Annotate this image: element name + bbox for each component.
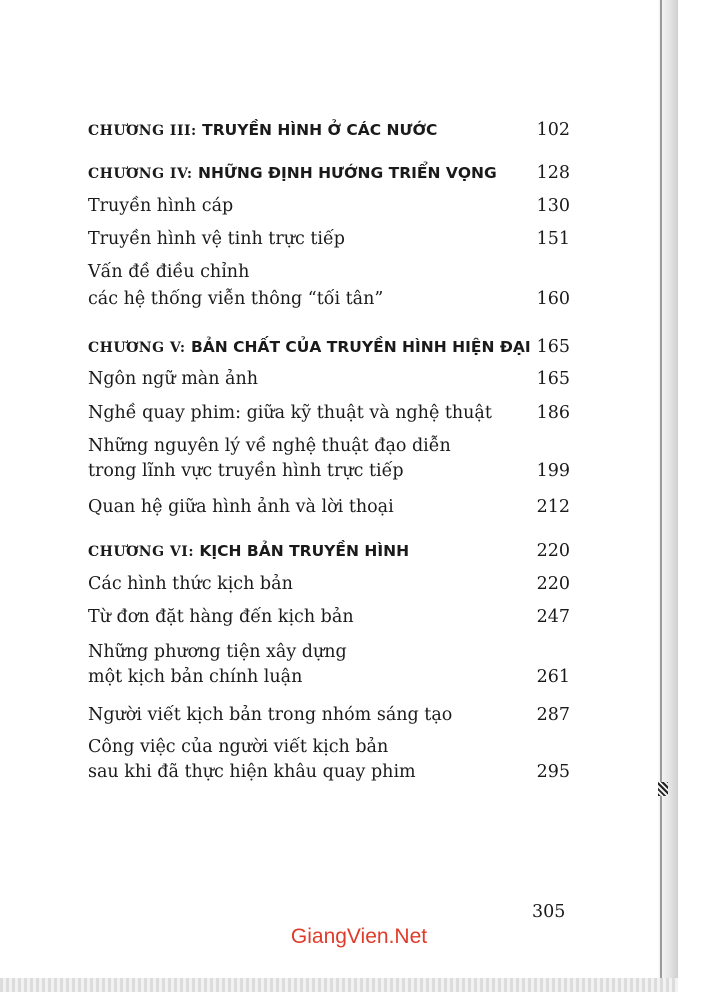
section-title: Từ đơn đặt hàng đến kịch bản xyxy=(88,607,354,627)
page-ref: 287 xyxy=(536,705,570,725)
page-edge-line xyxy=(660,0,662,990)
page-ref: 151 xyxy=(536,229,570,249)
page-ref: 199 xyxy=(536,461,570,481)
page-ref: 165 xyxy=(536,337,570,357)
page-ref: 102 xyxy=(536,120,570,140)
chapter-prefix: CHƯƠNG V: xyxy=(88,340,186,356)
section-title-cont: một kịch bản chính luận xyxy=(88,667,303,687)
toc-section xyxy=(88,369,570,389)
bottom-scan-edge xyxy=(0,978,678,992)
page-ref: 165 xyxy=(536,369,570,389)
toc-section xyxy=(88,196,570,216)
page-ref: 295 xyxy=(536,762,570,782)
chapter-title: BẢN CHẤT CỦA TRUYỀN HÌNH HIỆN ĐẠI xyxy=(190,338,531,356)
section-title: Người viết kịch bản trong nhóm sáng tạo xyxy=(88,705,453,725)
toc-section xyxy=(88,497,570,517)
section-title: Vấn đề điều chỉnh xyxy=(88,262,250,282)
section-title-cont: trong lĩnh vực truyền hình trực tiếp xyxy=(88,461,404,481)
toc-section xyxy=(88,229,570,249)
toc-section xyxy=(88,436,570,481)
page-ref: 220 xyxy=(536,574,570,594)
section-title: Ngôn ngữ màn ảnh xyxy=(88,369,259,389)
watermark-text: GiangVien.Net xyxy=(290,925,428,948)
page-number: 305 xyxy=(532,902,566,922)
toc-section xyxy=(88,403,570,423)
chapter-prefix: CHƯƠNG IV: xyxy=(88,166,193,182)
toc-section xyxy=(88,574,570,594)
page-ref: 220 xyxy=(536,541,570,561)
toc-section xyxy=(88,705,570,725)
toc-section xyxy=(88,642,570,687)
page-ref: 212 xyxy=(536,497,570,517)
page-ref: 186 xyxy=(536,403,570,423)
toc-chapter-5 xyxy=(88,337,570,357)
section-title: Nghề quay phim: giữa kỹ thuật và nghệ thuật xyxy=(88,403,492,423)
toc-section xyxy=(88,737,570,782)
page-ref: 247 xyxy=(536,607,570,627)
section-title: Công việc của người viết kịch bản xyxy=(88,737,389,757)
section-title: Truyền hình vệ tinh trực tiếp xyxy=(88,229,345,249)
toc-chapter-6 xyxy=(88,541,570,561)
page-ref: 160 xyxy=(536,289,570,309)
section-title: Truyền hình cáp xyxy=(88,196,234,216)
section-title: Quan hệ giữa hình ảnh và lời thoại xyxy=(88,497,394,517)
section-title: Các hình thức kịch bản xyxy=(88,574,293,594)
toc-chapter-3 xyxy=(88,120,570,140)
page-ref: 130 xyxy=(536,196,570,216)
chapter-prefix: CHƯƠNG VI: xyxy=(88,544,194,560)
section-title-cont: sau khi đã thực hiện khâu quay phim xyxy=(88,762,416,782)
section-title-cont: các hệ thống viễn thông “tối tân” xyxy=(88,289,384,309)
scan-artifact xyxy=(658,782,668,796)
toc-chapter-4 xyxy=(88,163,570,183)
page-ref: 261 xyxy=(536,667,570,687)
section-title: Những phương tiện xây dựng xyxy=(88,642,347,662)
section-title: Những nguyên lý về nghệ thuật đạo diễn xyxy=(88,436,451,456)
chapter-prefix: CHƯƠNG III: xyxy=(88,123,197,139)
page-ref: 128 xyxy=(536,163,570,183)
toc-section xyxy=(88,262,570,309)
toc-section xyxy=(88,607,570,627)
chapter-title: NHỮNG ĐỊNH HƯỚNG TRIỂN VỌNG xyxy=(197,164,497,182)
chapter-title: TRUYỀN HÌNH Ở CÁC NƯỚC xyxy=(202,121,438,139)
chapter-title: KỊCH BẢN TRUYỀN HÌNH xyxy=(199,542,410,560)
